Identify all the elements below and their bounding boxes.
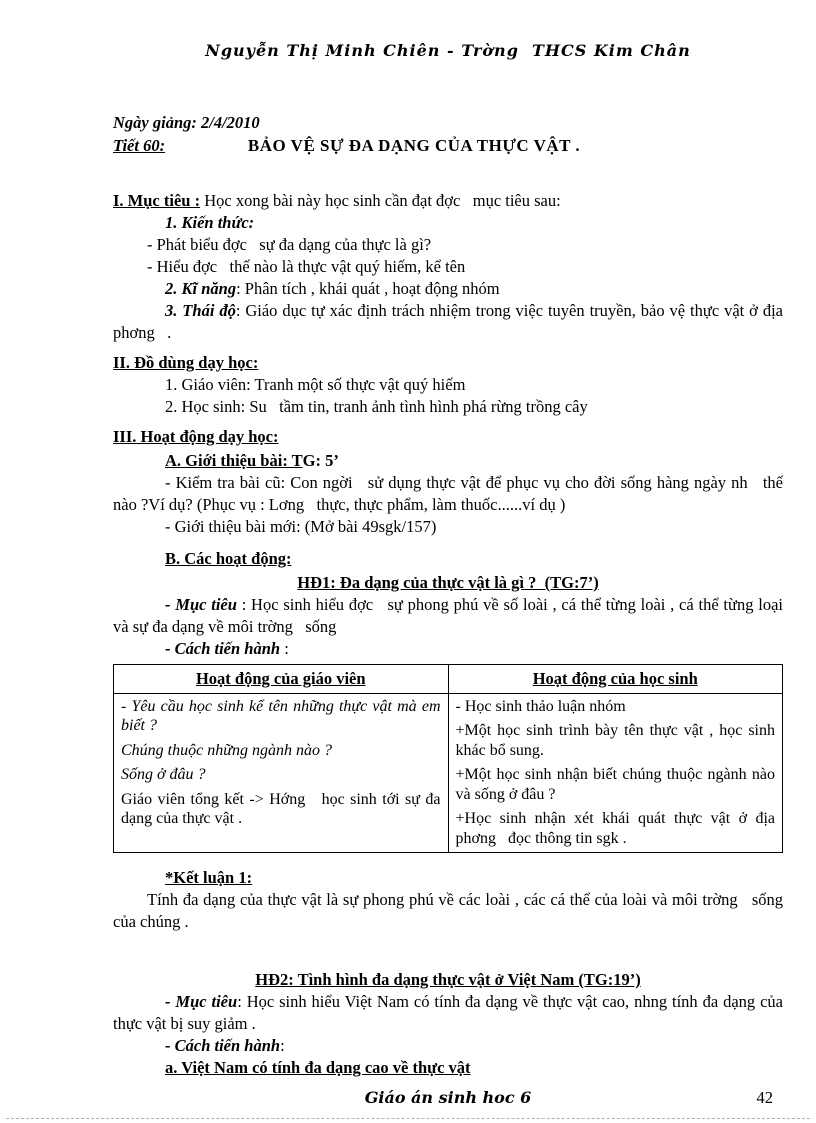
intro-time: G: 5’: [302, 451, 339, 470]
activity1-goal: [113, 594, 783, 638]
skill-text: : Phân tích , khái quát , hoạt động nhóm: [236, 279, 500, 298]
activity2-goal: [113, 991, 783, 1035]
activity1-table: [113, 664, 783, 853]
teacher-question-3: Sống ở đâu ?: [121, 766, 206, 783]
skill-label: 2. Kĩ năng: [165, 279, 237, 298]
footer-book-title: Giáo án sinh hoc 6: [364, 1088, 532, 1107]
activity2-heading: HĐ2: Tình hình đa dạng thực vật ở Việt Nam (TG:19’): [255, 970, 641, 989]
student-action-1: - Học sinh thảo luận nhóm: [455, 697, 626, 715]
new-lesson-line: - Giới thiệu bài mới: (Mở bài 49sgk/157): [165, 517, 437, 536]
objectives-heading: I. Mục tiêu :: [113, 191, 201, 210]
student-action-3: +Một học sinh nhận biết chúng thuộc ngành nào và sống ở đâu ?: [455, 766, 775, 803]
page-number: 42: [756, 1088, 773, 1107]
period-label: Tiết 60:: [113, 136, 166, 155]
knowledge-item: - Hiểu đợc thế nào là thực vật quý hiếm, kể tên: [147, 257, 466, 276]
attitude-label: 3. Thái độ: [165, 301, 236, 320]
activity2-subheading: a. Việt Nam có tính đa dạng cao về thực vật: [165, 1058, 471, 1077]
teaching-date-line: Ngày giảng: 2/4/2010: [113, 113, 260, 132]
conclusion1-heading: *Kết luận 1:: [165, 868, 253, 887]
materials-heading: II. Đồ dùng dạy học:: [113, 353, 259, 372]
activity2-goal-text: : Học sinh hiểu Việt Nam có tính đa dạng về thực vật cao, nhng tính đa dạng của thực vật bị suy giảm .: [113, 992, 783, 1033]
student-action-4: +Học sinh nhận xét khái quát thực vật ở địa phơng đọc thông tin sgk .: [455, 810, 775, 847]
main-activities-heading: B. Các hoạt động:: [165, 549, 292, 568]
table-header-row: [114, 665, 783, 694]
page-footer: [113, 1087, 783, 1109]
page-header-author-school: Nguyễn Thị Minh Chiên - Trờng THCS Kim Chân: [205, 41, 691, 60]
activity1-heading: HĐ1: Đa dạng của thực vật là gì ? (TG:7’): [297, 573, 599, 592]
teacher-cell: [114, 693, 449, 853]
activity1-method: [113, 638, 783, 660]
document-body: [113, 112, 783, 1079]
activity1-method-label: - Cách tiến hành: [165, 639, 281, 658]
activity2-goal-label: - Mục tiêu: [165, 992, 238, 1011]
knowledge-label: 1. Kiến thức:: [165, 213, 255, 232]
student-column-header: Hoạt động của học sinh: [448, 665, 783, 694]
section-objectives-heading-line: [113, 190, 783, 212]
conclusion1-text: Tính đa dạng của thực vật là sự phong phú về các loài , các cá thể của loài và môi trờng sống của chúng .: [113, 890, 783, 931]
skill-line: [113, 278, 783, 300]
intro-heading-line: [113, 450, 783, 472]
lesson-title: BẢO VỆ SỰ ĐA DẠNG CỦA THỰC VẬT .: [247, 136, 581, 155]
teacher-question-1: - Yêu cầu học sinh kể tên những thực vật mà em biết ?: [121, 697, 441, 734]
activities-heading: III. Hoạt động dạy học:: [113, 427, 279, 446]
knowledge-item: - Phát biểu đợc sự đa dạng của thực là gì?: [147, 235, 432, 254]
table-row: [114, 693, 783, 853]
activity2-method-text: :: [280, 1036, 285, 1055]
attitude-line: [113, 300, 783, 344]
teacher-question-2: Chúng thuộc những ngành nào ?: [121, 741, 332, 759]
student-cell: [448, 693, 783, 853]
teacher-column-header: Hoạt động của giáo viên: [114, 665, 449, 694]
review-question: - Kiểm tra bài cũ: Con ngời sử dụng thực vật để phục vụ cho đời sống hàng ngày nh thế nào ?Ví dụ? (Phục vụ : Lơng thực, thực phẩm, làm thuốc......ví dụ ): [113, 473, 783, 514]
activity1-method-text: :: [280, 639, 289, 658]
student-action-2: +Một học sinh trình bày tên thực vật , học sinh khác bổ sung.: [455, 722, 775, 759]
objectives-intro: Học xong bài này học sinh cần đạt đợc mục tiêu sau:: [200, 191, 561, 210]
page-bottom-dashed-rule: [6, 1118, 810, 1119]
title-row: [113, 134, 783, 158]
activity2-method-label: - Cách tiến hành: [165, 1036, 281, 1055]
intro-heading: A. Giới thiệu bài: T: [165, 451, 303, 470]
attitude-text: : Giáo dục tự xác định trách nhiệm trong việc tuyên truyền, bảo vệ thực vật ở địa phơng .: [113, 301, 783, 342]
activity1-goal-label: - Mục tiêu: [165, 595, 237, 614]
materials-item: 2. Học sinh: Su tầm tin, tranh ảnh tình hình phá rừng trồng cây: [165, 397, 588, 416]
activity1-goal-text: : Học sinh hiểu đợc sự phong phú về số loài , cá thể từng loài , cá thể từng loại và sự đa dạng về môi trờng sống: [113, 595, 783, 636]
materials-item: 1. Giáo viên: Tranh một số thực vật quý hiếm: [165, 375, 466, 394]
activity2-method: [113, 1035, 783, 1057]
teacher-summary: Giáo viên tổng kết -> Hớng học sinh tới sự đa dạng của thực vật .: [121, 790, 441, 827]
